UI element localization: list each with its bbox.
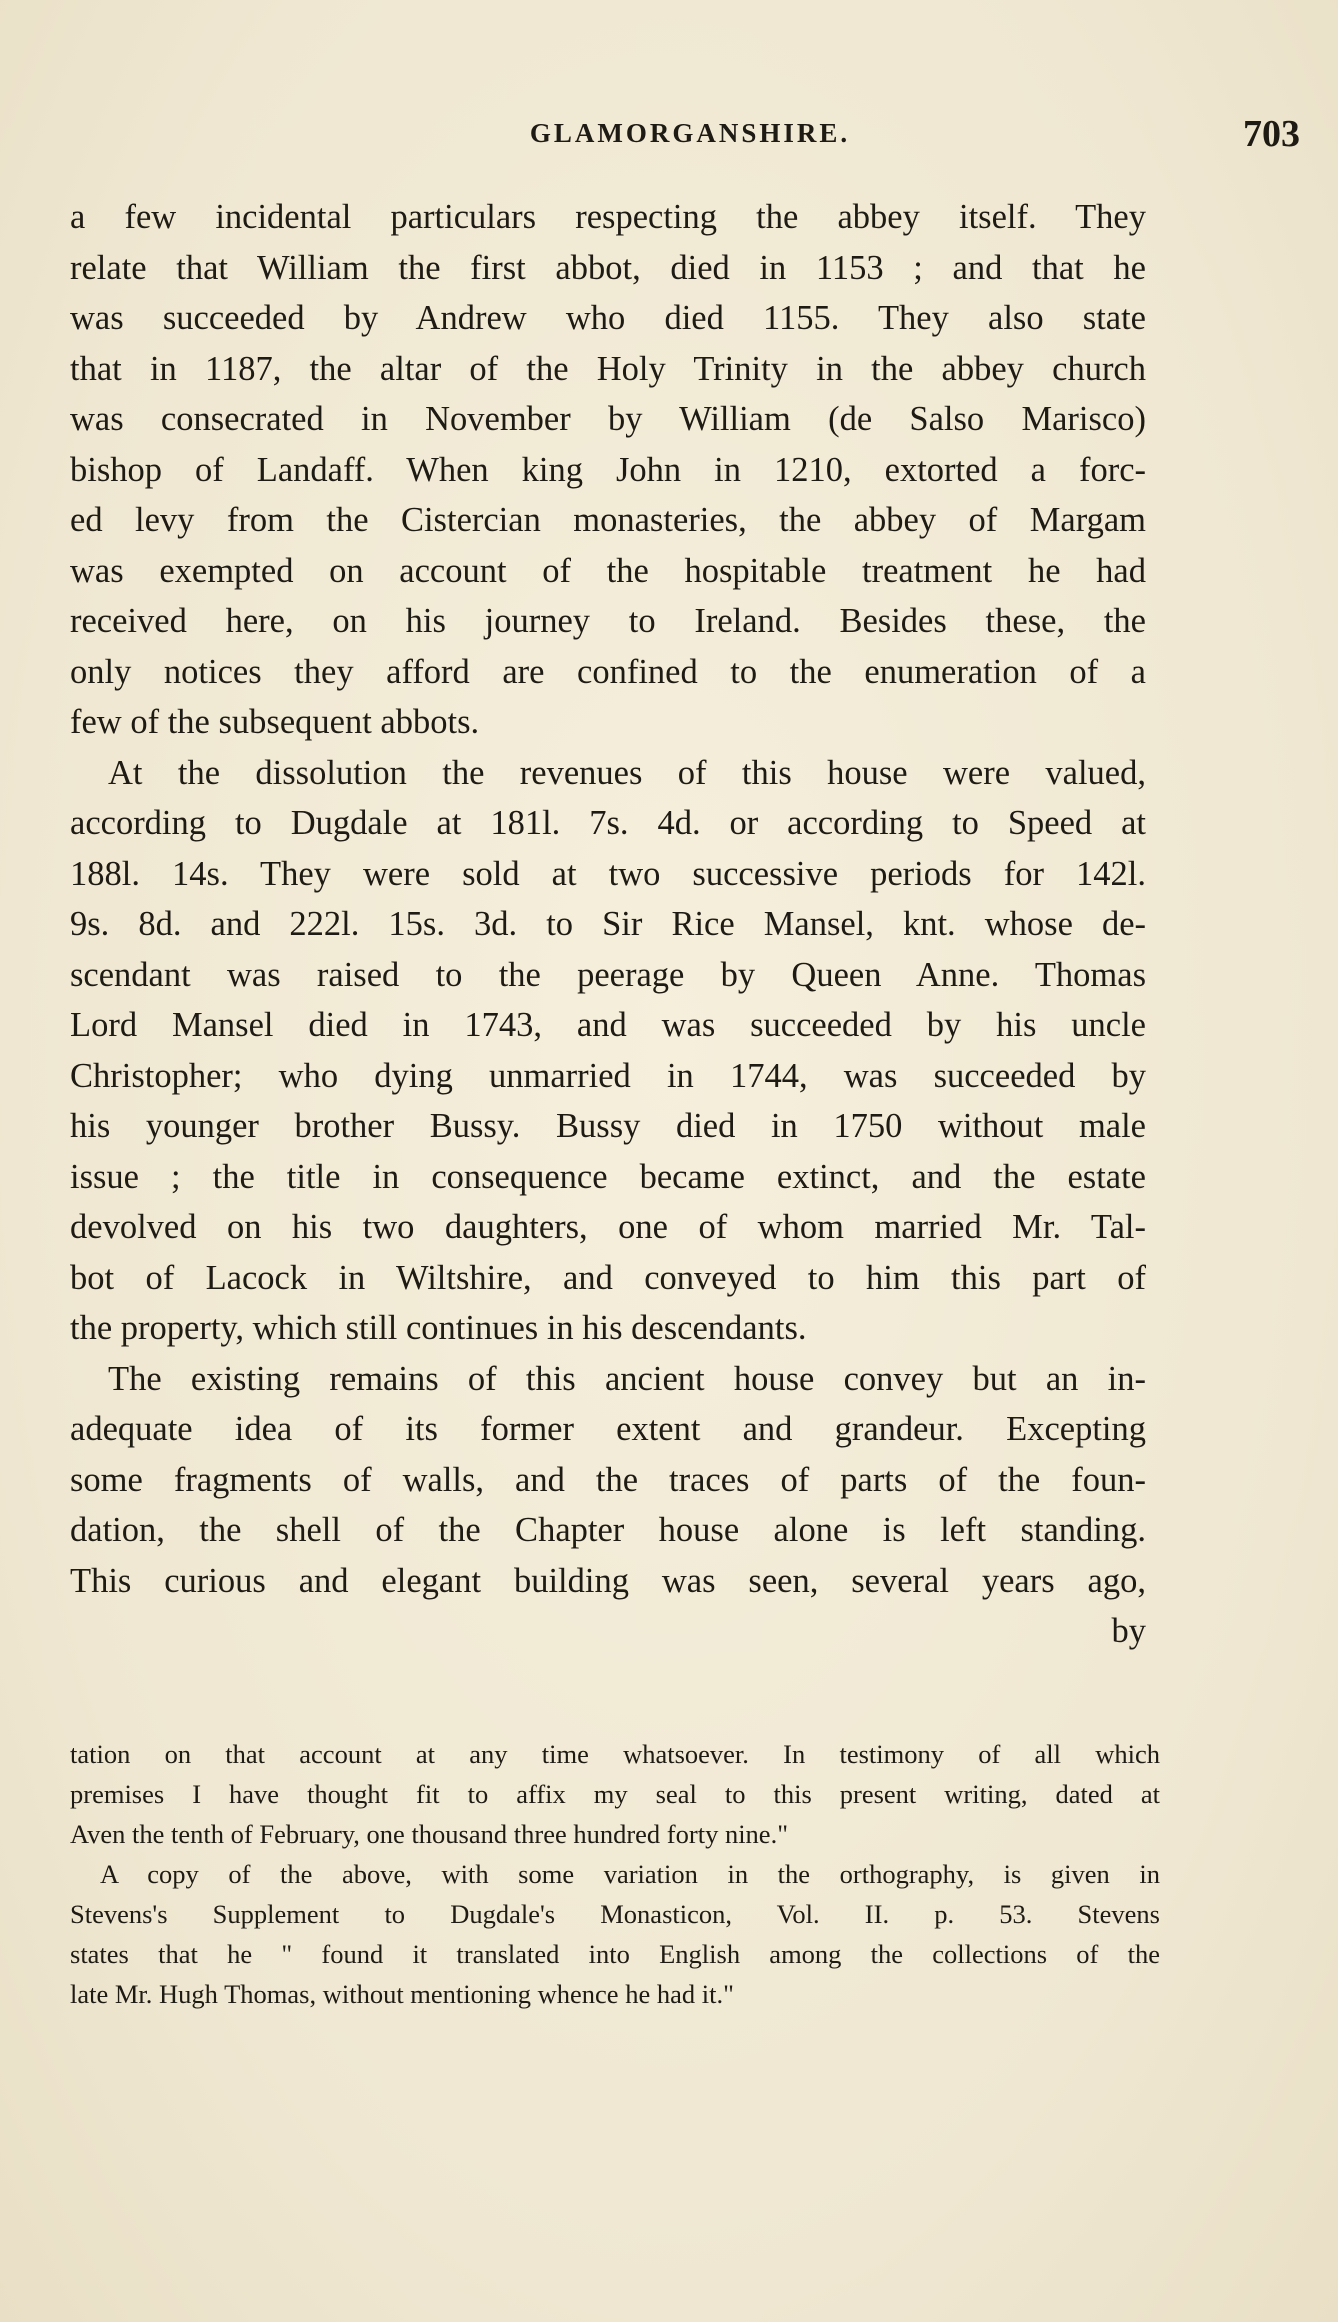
text-line: that in 1187, the altar of the Holy Trinity in the abbey church bbox=[70, 349, 1146, 388]
text-line: relate that William the first abbot, died in 1153 ; and that he bbox=[70, 248, 1146, 287]
text-line: was exempted on account of the hospitable treatment he had bbox=[70, 551, 1146, 590]
text-line: was consecrated in November by William (de Salso Marisco) bbox=[70, 400, 1146, 438]
text-line: Christopher; who dying unmarried in 1744, was succeeded by bbox=[70, 1056, 1146, 1095]
footnote-line: states that he " found it translated into English among the collections of the bbox=[70, 1939, 1160, 1969]
text-line: few of the subsequent abbots. bbox=[70, 703, 480, 741]
footnote-line: late Mr. Hugh Thomas, without mentioning whence he had it." bbox=[70, 1979, 734, 2009]
text-line: Lord Mansel died in 1743, and was succeeded by his uncle bbox=[70, 1006, 1146, 1044]
page-header bbox=[70, 113, 1310, 168]
text-line: scendant was raised to the peerage by Queen Anne. Thomas bbox=[70, 955, 1146, 994]
text-line: This curious and elegant building was seen, several years ago, bbox=[70, 1561, 1146, 1600]
text-line: bot of Lacock in Wiltshire, and conveyed to him this part of bbox=[70, 1258, 1146, 1297]
footnote-line: tation on that account at any time whatsoever. In testimony of all which bbox=[70, 1739, 1160, 1769]
page-number: 703 bbox=[1243, 113, 1300, 155]
text-line: issue ; the title in consequence became extinct, and the estate bbox=[70, 1157, 1146, 1196]
text-line: devolved on his two daughters, one of whom married Mr. Tal- bbox=[70, 1208, 1146, 1246]
text-line: according to Dugdale at 181l. 7s. 4d. or according to Speed at bbox=[70, 804, 1146, 842]
main-text bbox=[70, 192, 1146, 1657]
footnote-line: Stevens's Supplement to Dugdale's Monasticon, Vol. II. p. 53. Stevens bbox=[70, 1899, 1160, 1929]
text-line: some fragments of walls, and the traces of parts of the foun- bbox=[70, 1460, 1146, 1499]
text-line: adequate idea of its former extent and grandeur. Excepting bbox=[70, 1410, 1146, 1448]
text-line: only notices they afford are confined to the enumeration of a bbox=[70, 652, 1146, 691]
footnote-line: premises I have thought fit to affix my seal to this present writing, dated at bbox=[70, 1779, 1160, 1809]
footnote-line: Aven the tenth of February, one thousand three hundred forty nine." bbox=[70, 1819, 789, 1849]
text-line: bishop of Landaff. When king John in 1210, extorted a forc- bbox=[70, 450, 1146, 489]
text-line: the property, which still continues in his descendants. bbox=[70, 1309, 807, 1347]
text-line: ed levy from the Cistercian monasteries, the abbey of Margam bbox=[70, 501, 1146, 539]
text-line: The existing remains of this ancient house convey but an in- bbox=[108, 1359, 1146, 1398]
catchword: by bbox=[1111, 1612, 1146, 1650]
footnote bbox=[70, 1734, 1160, 2014]
text-line: his younger brother Bussy. Bussy died in 1750 without male bbox=[70, 1107, 1146, 1145]
text-line: dation, the shell of the Chapter house alone is left standing. bbox=[70, 1511, 1146, 1549]
text-line: received here, on his journey to Ireland. Besides these, the bbox=[70, 602, 1146, 640]
text-line: 188l. 14s. They were sold at two successive periods for 142l. bbox=[70, 854, 1146, 893]
running-head: GLAMORGANSHIRE. bbox=[529, 118, 851, 148]
footnote-line: A copy of the above, with some variation in the orthography, is given in bbox=[100, 1859, 1160, 1889]
text-line: 9s. 8d. and 222l. 15s. 3d. to Sir Rice Mansel, knt. whose de- bbox=[70, 905, 1146, 943]
text-line: a few incidental particulars respecting the abbey itself. They bbox=[70, 198, 1146, 236]
text-line: At the dissolution the revenues of this house were valued, bbox=[108, 753, 1146, 792]
text-line: was succeeded by Andrew who died 1155. They also state bbox=[70, 299, 1146, 337]
